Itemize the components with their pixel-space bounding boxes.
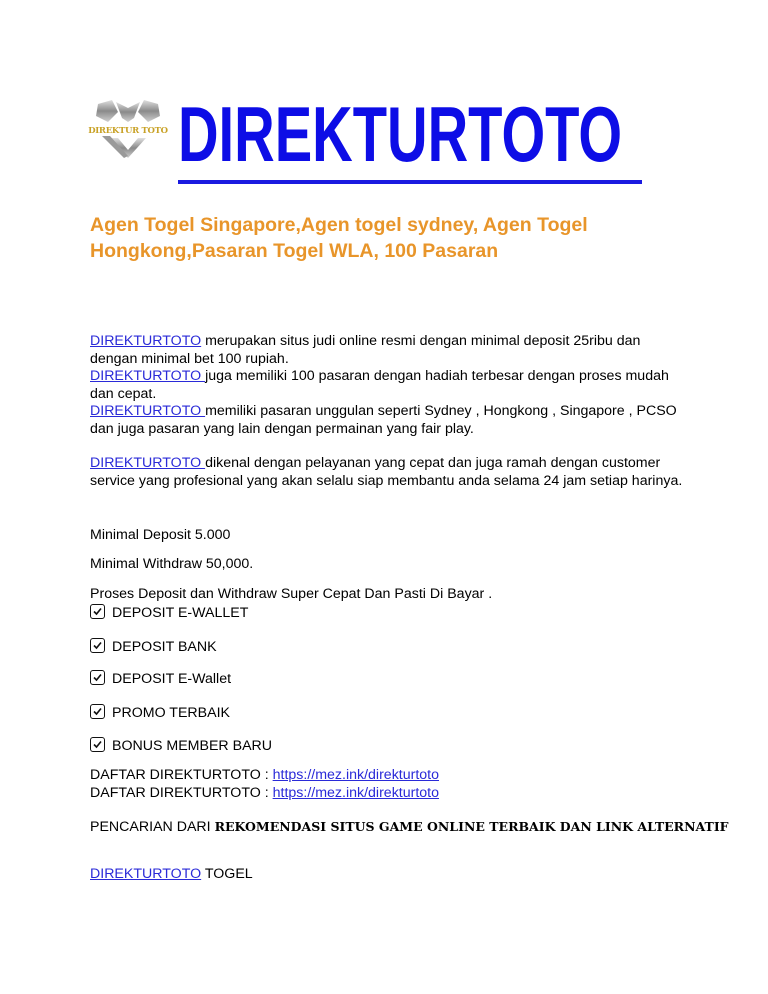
direkturtoto-link[interactable]: DIREKTURTOTO <box>90 333 202 349</box>
checklist-label: DEPOSIT E-WALLET <box>112 605 249 621</box>
checklist-label: DEPOSIT E-Wallet <box>112 671 232 687</box>
min-withdraw-text: Minimal Withdraw 50,000. <box>90 556 254 572</box>
logo-text: DIREKTUR TOTO <box>88 126 168 136</box>
min-deposit-text: Minimal Deposit 5.000 <box>90 527 231 543</box>
daftar-url-link[interactable]: https://mez.ink/direkturtoto <box>272 767 440 783</box>
daftar-line <box>90 785 439 802</box>
direkturtoto-link[interactable]: DIREKTURTOTO <box>90 866 202 882</box>
checkbox-checked-icon <box>90 704 105 719</box>
page-heading <box>90 212 690 264</box>
process-text: Proses Deposit dan Withdraw Super Cepat Dan Pasti Di Bayar . <box>90 586 493 602</box>
daftar-line <box>90 767 439 784</box>
checklist-label: PROMO TERBAIK <box>112 705 230 721</box>
checklist-item <box>90 668 231 686</box>
intro-text-1: merupakan situs judi online resmi dengan minimal deposit 25ribu dan dengan minimal bet 100 rupiah. <box>90 333 641 367</box>
daftar-label: DAFTAR DIREKTURTOTO : <box>90 767 273 783</box>
checklist-label: DEPOSIT BANK <box>112 639 217 655</box>
service-text: dikenal dengan pelayanan yang cepat dan juga ramah dengan customer service yang profesional yang akan selalu siap membantu anda selama 24 jam setiap harinya. <box>90 455 683 489</box>
checklist-label: BONUS MEMBER BARU <box>112 738 273 754</box>
brand-title <box>178 90 642 184</box>
footer-line <box>90 866 253 883</box>
daftar-label: DAFTAR DIREKTURTOTO : <box>90 785 273 801</box>
search-keywords: REKOMENDASI SITUS GAME ONLINE TERBAIK DAN LINK ALTERNATIF <box>214 819 729 834</box>
checklist-item <box>90 735 272 753</box>
daftar-url-link[interactable]: https://mez.ink/direkturtoto <box>272 785 440 801</box>
brand-title-text: DIREKTURTOTO <box>178 90 623 178</box>
checklist-item <box>90 702 230 720</box>
checkbox-checked-icon <box>90 670 105 685</box>
checklist-item <box>90 602 248 620</box>
checkbox-checked-icon <box>90 604 105 619</box>
search-prefix: PENCARIAN DARI <box>90 819 215 835</box>
heading-line-2: Hongkong,Pasaran Togel WLA, 100 Pasaran <box>90 240 499 262</box>
direkturtoto-link[interactable]: DIREKTURTOTO <box>90 403 206 419</box>
heading-line-1: Agen Togel Singapore,Agen togel sydney, Agen Togel <box>90 214 588 236</box>
service-paragraph <box>90 455 690 490</box>
checkbox-checked-icon <box>90 737 105 752</box>
intro-text-3: memiliki pasaran unggulan seperti Sydney , Hongkong , Singapore , PCSO dan juga pasaran yang lain dengan permainan yang fair play. <box>90 403 677 437</box>
intro-paragraph <box>90 333 690 438</box>
checkbox-checked-icon <box>90 638 105 653</box>
search-line <box>90 818 729 836</box>
direkturtoto-link[interactable]: DIREKTURTOTO <box>90 368 206 384</box>
direkturtoto-link[interactable]: DIREKTURTOTO <box>90 455 206 471</box>
intro-text-2: juga memiliki 100 pasaran dengan hadiah terbesar dengan proses mudah dan cepat. <box>90 368 669 402</box>
footer-text: TOGEL <box>201 866 253 882</box>
checklist-item <box>90 636 217 654</box>
direktur-toto-logo <box>88 100 168 160</box>
